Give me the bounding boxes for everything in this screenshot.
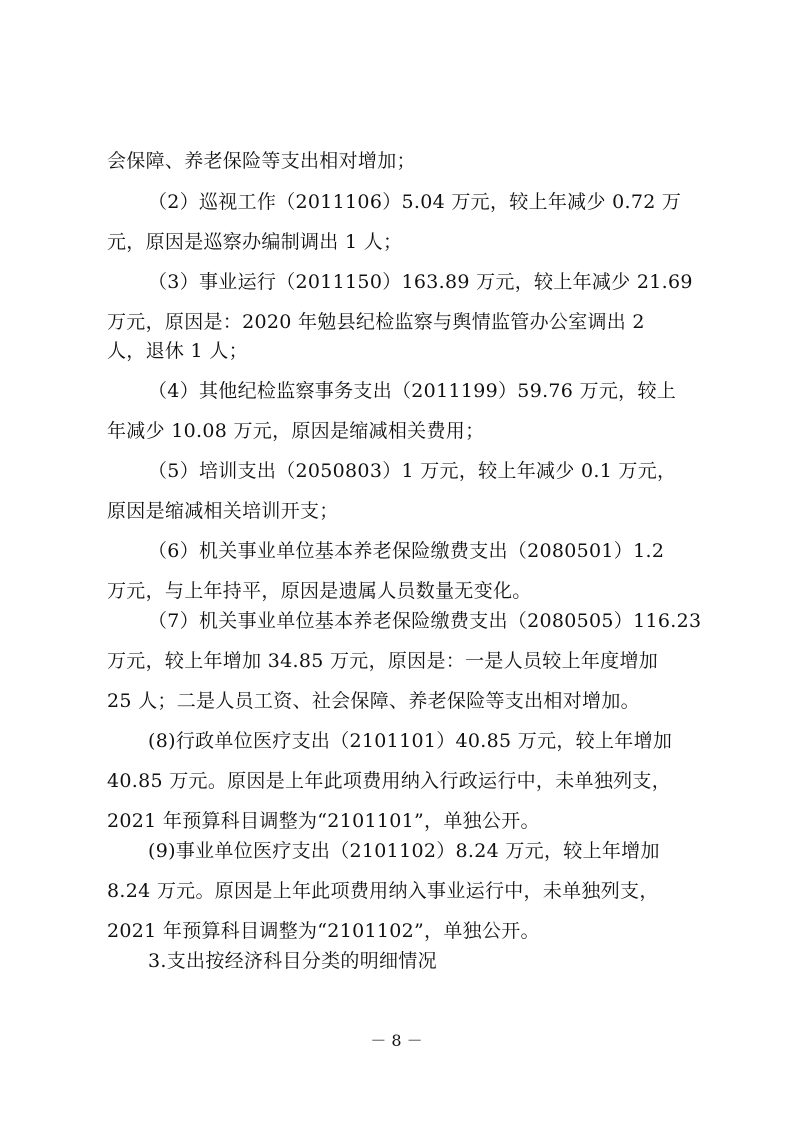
text-line: 元，原因是巡察办编制调出 1 人； (107, 231, 403, 253)
text-line: （6）机关事业单位基本养老保险缴费支出（2080501）1.2 (148, 540, 665, 562)
text-line: （2）巡视工作（2011106）5.04 万元，较上年减少 0.72 万 (148, 191, 682, 213)
text-line: (9)事业单位医疗支出（2101102）8.24 万元，较上年增加 (148, 840, 660, 862)
text-line: 2021 年预算科目调整为“2101102”，单独公开。 (107, 920, 540, 942)
text-line: 25 人；二是人员工资、社会保障、养老保险等支出相对增加。 (107, 690, 640, 712)
text-line: 万元，与上年持平，原因是遗属人员数量无变化。 (107, 580, 532, 602)
text-line: （5）培训支出（2050803）1 万元，较上年减少 0.1 万元， (148, 460, 677, 482)
text-line: 原因是缩减相关培训开支； (107, 500, 339, 522)
text-line: 万元，原因是：2020 年勉县纪检监察与舆情监管办公室调出 2 (107, 311, 645, 333)
text-line: (8)行政单位医疗支出（2101101）40.85 万元，较上年增加 (148, 730, 673, 752)
text-line: 2021 年预算科目调整为“2101101”，单独公开。 (107, 810, 540, 832)
text-line: （7）机关事业单位基本养老保险缴费支出（2080505）116.23 (148, 610, 702, 632)
text-line: 会保障、养老保险等支出相对增加； (107, 150, 416, 172)
text-line: 8.24 万元。原因是上年此项费用纳入事业运行中，未单独列支， (107, 880, 659, 902)
text-line: 万元，较上年增加 34.85 万元，原因是：一是人员较上年度增加 (107, 650, 659, 672)
text-line: （3）事业运行（2011150）163.89 万元，较上年减少 21.69 (148, 271, 693, 293)
text-line: 3.支出按经济科目分类的明细情况 (148, 950, 437, 972)
text-line: 人，退休 1 人； (107, 340, 248, 362)
text-line: 年减少 10.08 万元，原因是缩减相关费用； (107, 420, 485, 442)
text-line: 40.85 万元。原因是上年此项费用纳入行政运行中，未单独列支， (107, 770, 672, 792)
text-line: （4）其他纪检监察事务支出（2011199）59.76 万元，较上 (148, 380, 677, 402)
page-number: － 8 － (370, 1031, 423, 1050)
